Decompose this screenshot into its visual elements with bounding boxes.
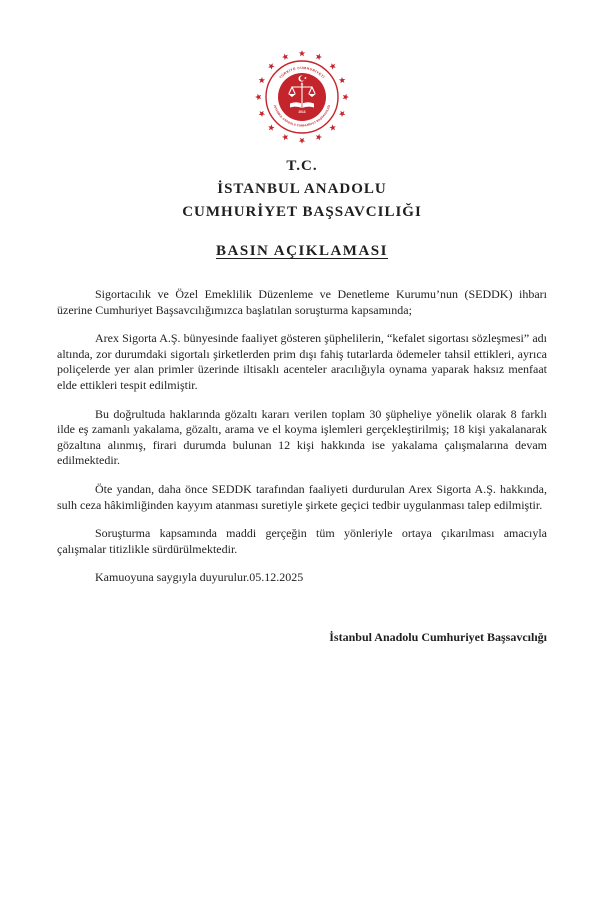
paragraph-5: Soruşturma kapsamında maddi gerçeğin tüm yönleriyle ortaya çıkarılması amacıyla çalışmalar titizlikle sürdürülmektedir. <box>57 526 547 556</box>
paragraph-3: Bu doğrultuda haklarında gözaltı kararı verilen toplam 30 şüpheliye yönelik olarak 8 farklı ilde eş zamanlı yakalama, gözaltı, arama ve el koyma işlemleri gerçekleştirilmiş; 18 kişi yakalanarak gözaltına alınmış, firari durumda bulunan 12 kişi hakkında ise yakalama çalışmalarına devam edilmektedir. <box>57 406 547 468</box>
paragraph-2: Arex Sigorta A.Ş. bünyesinde faaliyet gösteren şüphelilerin, “kefalet sigortası sözleşmesi” adı altında, zor durumdaki sigortalı şirketlerden prim dışı fahiş tutarlarda ödemeler tahsil ettikleri, ayrıca poliçelerde yer alan primler üzerinde iltisaklı acenteler aracılığıyla oynama yaparak haksız menfaat elde ettikleri tespit edilmiştir. <box>57 331 547 392</box>
press-release-document <box>0 47 604 902</box>
emblem-top-arc-text: TÜRKİYE CUMHURİYETİ <box>278 65 326 80</box>
closing-line: Kamuoyuna saygıyla duyurulur.05.12.2025 <box>95 570 304 585</box>
prosecutor-emblem-svg <box>252 47 352 147</box>
prosecutor-emblem-icon <box>252 47 352 147</box>
letterhead-line-office: CUMHURİYET BAŞSAVCILIĞI <box>182 204 422 220</box>
document-body <box>57 287 547 586</box>
letterhead-line-city: İSTANBUL ANADOLU <box>217 181 387 197</box>
letterhead <box>0 155 604 224</box>
paragraph-4: Öte yandan, daha önce SEDDK tarafından faaliyeti durdurulan Arex Sigorta A.Ş. hakkında, sulh ceza hâkimliğinden kayyım atanması suretiyle şirkete geçici tedbir uygulanması talep edilmiştir. <box>57 481 547 512</box>
emblem-bottom-arc-text: İSTANBUL ANADOLU CUMHURİYET BAŞSAVCILIĞI <box>272 104 332 128</box>
press-release-title: BASIN AÇIKLAMASI <box>216 243 388 259</box>
paragraph-1: Sigortacılık ve Özel Emeklilik Düzenleme ve Denetleme Kurumu’nun (SEDDK) ihbarı üzerine Cumhuriyet Başsavcılığımızca başlatılan soruşturma kapsamında; <box>57 287 547 317</box>
letterhead-line-tc: T.C. <box>286 158 318 174</box>
signature-line: İstanbul Anadolu Cumhuriyet Başsavcılığı <box>329 629 547 644</box>
emblem-year: 2013 <box>298 110 306 115</box>
